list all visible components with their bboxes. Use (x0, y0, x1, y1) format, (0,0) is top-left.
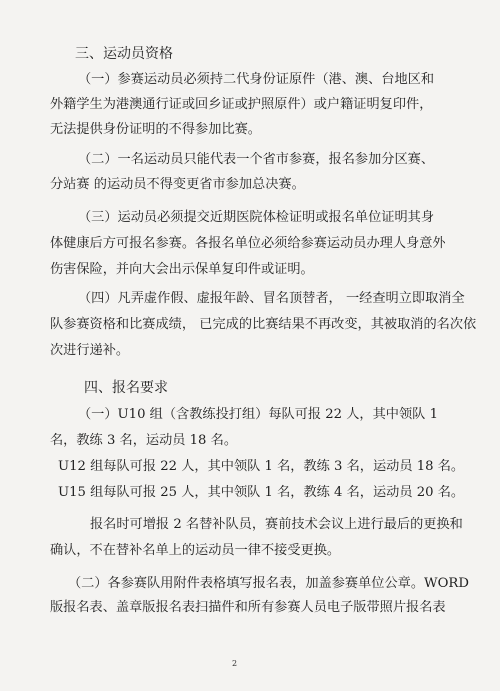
paragraph-line: 报名时可增报 2 名替补队员，赛前技术会议上进行最后的更换和 (90, 517, 463, 532)
paragraph-line: 次进行递补。 (50, 343, 130, 358)
paragraph-line: 确认，不在替补名单上的运动员一律不接受更换。 (50, 543, 341, 558)
paragraph-line: 体健康后方可报名参赛。各报名单位必须给参赛运动员办理人身意外 (50, 236, 446, 251)
paragraph-line: （一）U10 组（含教练投打组）每队可报 22 人，其中领队 1 (78, 407, 438, 422)
paragraph-line: （一）参赛运动员必须持二代身份证原件（港、澳、台地区和 (78, 72, 435, 87)
section-heading-registration-requirements: 四、报名要求 (84, 380, 168, 396)
paragraph-line-u15: U15 组每队可报 25 人，其中领队 1 名，教练 4 名，运动员 20 名。 (58, 485, 465, 500)
paragraph-line: 伤害保险，并向大会出示保单复印件或证明。 (50, 262, 314, 277)
page-number: 2 (232, 659, 238, 668)
paragraph-line: 队参赛资格和比赛成绩， 已完成的比赛结果不再改变，其被取消的名次依 (50, 317, 477, 332)
paragraph-line: 版报名表、盖章版报名表扫描件和所有参赛人员电子版带照片报名表 (50, 600, 446, 615)
paragraph-line: 外籍学生为港澳通行证或回乡证或护照原件）或户籍证明复印件， (50, 97, 433, 112)
paragraph-line: （二）各参赛队用附件表格填写报名表，加盖参赛单位公章。WORD (68, 576, 469, 591)
paragraph-line: 名，教练 3 名，运动员 18 名。 (50, 433, 238, 448)
paragraph-line: （三）运动员必须提交近期医院体检证明或报名单位证明其身 (78, 210, 435, 225)
paragraph-line: （二）一名运动员只能代表一个省市参赛，报名参加分区赛、 (78, 152, 435, 167)
section-heading-athlete-eligibility: 三、运动员资格 (75, 46, 173, 62)
paragraph-line: 无法提供身份证明的不得参加比赛。 (50, 122, 261, 137)
paragraph-line: （四）凡弄虚作假、虚报年龄、冒名顶替者， 一经查明立即取消全 (78, 291, 465, 306)
paragraph-line: 分站赛 的运动员不得变更省市参加总决赛。 (50, 177, 305, 192)
paragraph-line-u12: U12 组每队可报 22 人，其中领队 1 名，教练 3 名，运动员 18 名。 (58, 459, 465, 474)
